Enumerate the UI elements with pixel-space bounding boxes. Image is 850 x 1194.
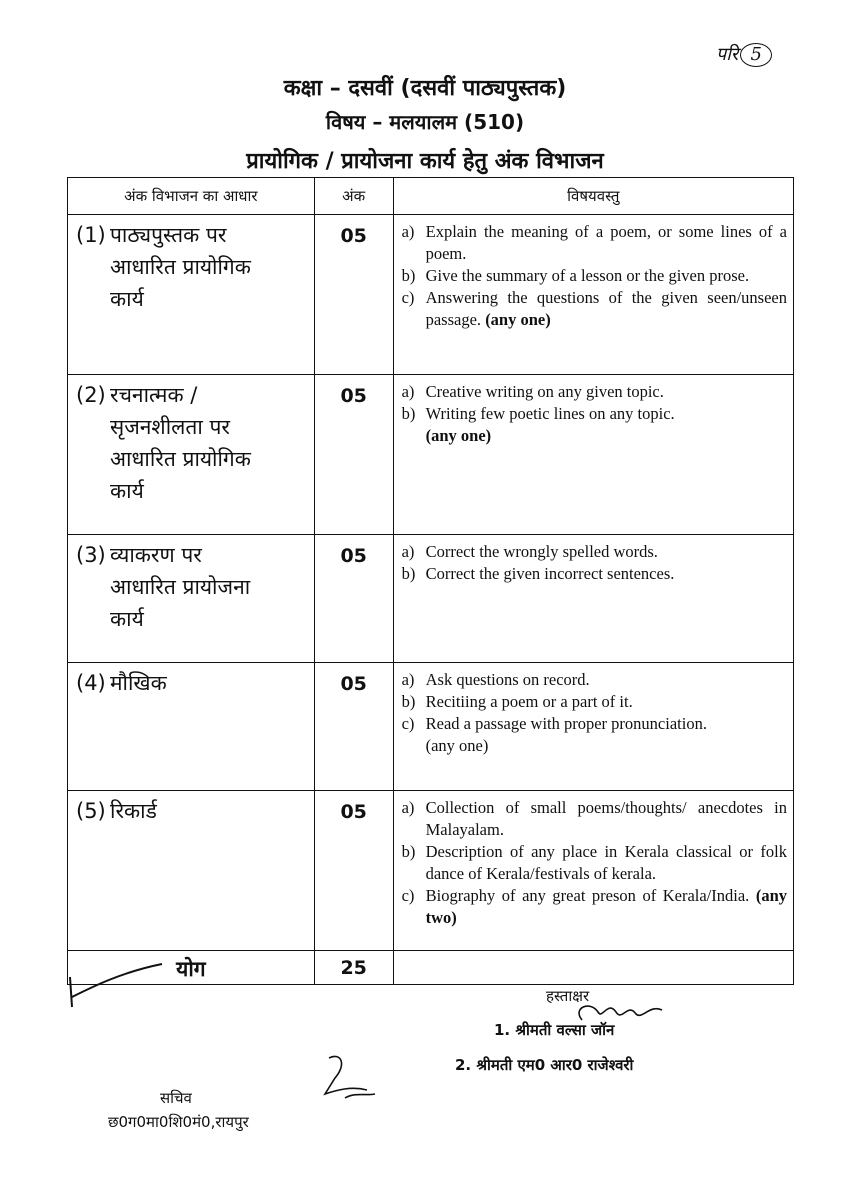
row-number: (4) [76, 671, 106, 695]
table-row [68, 791, 794, 951]
total-label: योग [68, 951, 315, 985]
header-content: विषयवस्तु [393, 178, 793, 215]
table-row [68, 375, 794, 535]
secretary-title: सचिव [160, 1089, 192, 1107]
basis-cell [68, 791, 315, 951]
total-row [68, 951, 794, 985]
page-mark-prefix: परि [716, 44, 739, 65]
table-header-row [68, 178, 794, 215]
basis-line: रचनात्मक / [110, 383, 198, 407]
row-number: (2) [76, 383, 106, 407]
list-item: b) Give the summary of a lesson or the given prose. [401, 266, 750, 285]
content-cell [393, 663, 793, 791]
header-marks: अंक [314, 178, 393, 215]
content-cell [393, 791, 793, 951]
marks-cell: 05 [314, 791, 393, 951]
header-basis: अंक विभाजन का आधार [68, 178, 315, 215]
basis-line: रिकार्ड [110, 799, 157, 823]
basis-line: पाठ्यपुस्तक पर [110, 223, 227, 247]
content-note: (any one) [425, 736, 489, 755]
basis-line: आधारित प्रायोगिक [110, 447, 251, 471]
basis-line: व्याकरण पर [110, 543, 202, 567]
basis-cell [68, 375, 315, 535]
page-mark [716, 42, 772, 67]
basis-cell [68, 663, 315, 791]
marks-cell: 05 [314, 375, 393, 535]
secretary-office: छ0ग0मा0शि0मं0,रायपुर [108, 1113, 249, 1131]
row-number: (3) [76, 543, 106, 567]
list-item: c) Answering the questions of the given seen/unseen passage. (any one) [401, 288, 787, 329]
row-number: (1) [76, 223, 106, 247]
list-item: b) Description of any place in Kerala classical or folk dance of Kerala/festivals of kerala. [401, 842, 787, 883]
row-number: (5) [76, 799, 106, 823]
list-item: c) Biography of any great preson of Kerala/India. (any two) [401, 886, 787, 927]
document-title-class: कक्षा – दसवीं (दसवीं पाठ्यपुस्तक) [283, 76, 567, 101]
marks-cell: 05 [314, 663, 393, 791]
marks-distribution-table [67, 177, 794, 985]
list-item: a) Correct the wrongly spelled words. [401, 542, 658, 561]
basis-line: कार्य [110, 607, 144, 631]
secretary-signature-scribble [315, 1050, 385, 1110]
content-note: (any one) [425, 426, 492, 445]
content-cell [393, 215, 793, 375]
list-item: a) Ask questions on record. [401, 670, 590, 689]
total-value: 25 [314, 951, 393, 985]
list-item: b) Recitiing a poem or a part of it. [401, 692, 633, 711]
document-title-heading: प्रायोगिक / प्रायोजना कार्य हेतु अंक विभाजन [246, 149, 604, 174]
list-item: b) Correct the given incorrect sentences. [401, 564, 675, 583]
basis-line: आधारित प्रायोगिक [110, 255, 251, 279]
table-row [68, 535, 794, 663]
basis-cell [68, 215, 315, 375]
table-row [68, 663, 794, 791]
total-empty-cell [393, 951, 793, 985]
basis-line: आधारित प्रायोजना [110, 575, 251, 599]
list-item: a) Collection of small poems/thoughts/ anecdotes in Malayalam. [401, 798, 787, 839]
content-cell [393, 375, 793, 535]
document-title-subject: विषय – मलयालम (510) [325, 110, 525, 134]
list-item: a) Explain the meaning of a poem, or some lines of a poem. [401, 222, 787, 263]
basis-line: कार्य [110, 287, 144, 311]
table-row [68, 215, 794, 375]
list-item: a) Creative writing on any given topic. [401, 382, 664, 401]
basis-line: कार्य [110, 479, 144, 503]
page-mark-number: 5 [740, 43, 772, 67]
basis-line: सृजनशीलता पर [110, 415, 230, 439]
basis-cell [68, 535, 315, 663]
tick-mark-scribble [62, 952, 172, 1012]
content-cell [393, 535, 793, 663]
signatory-2: 2. श्रीमती एम0 आर0 राजेश्वरी [455, 1056, 634, 1074]
marks-cell: 05 [314, 535, 393, 663]
marks-cell: 05 [314, 215, 393, 375]
list-item: c) Read a passage with proper pronunciation. [401, 714, 707, 733]
signature-heading: हस्ताक्षर [546, 987, 590, 1005]
list-item: b) Writing few poetic lines on any topic. [401, 404, 675, 423]
signatory-1: 1. श्रीमती वल्सा जॉन [494, 1021, 615, 1039]
basis-line: मौखिक [110, 671, 167, 695]
